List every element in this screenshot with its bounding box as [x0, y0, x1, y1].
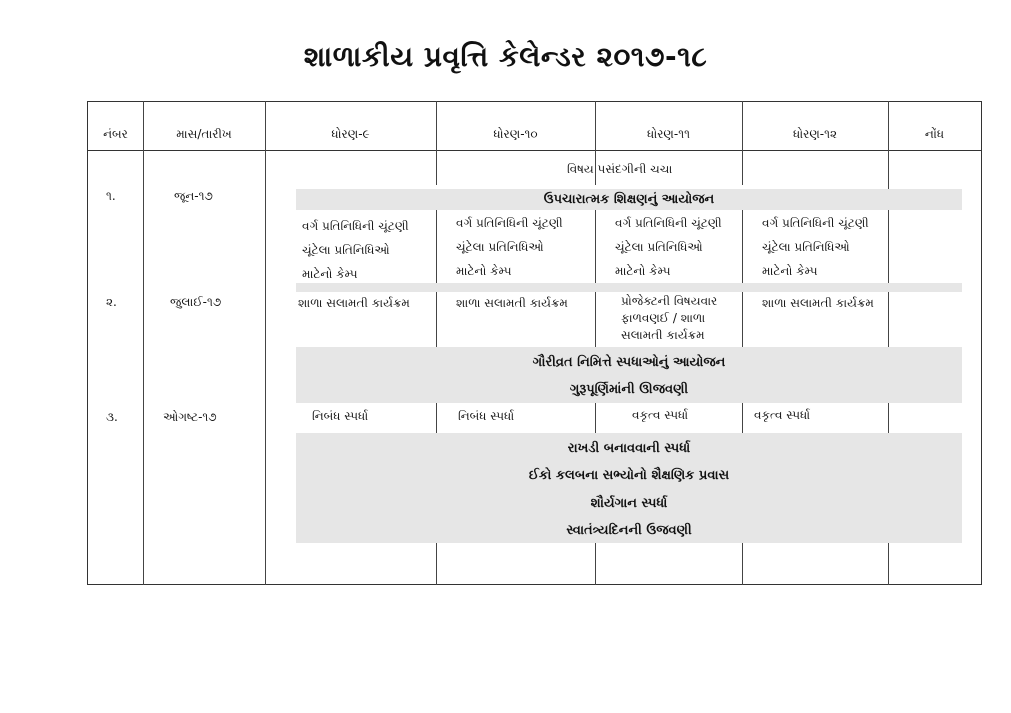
- header-std11: ધોરણ-૧૧: [647, 127, 690, 141]
- june-camp: માટેનો કેમ્પ: [615, 264, 671, 278]
- col-divider: [436, 101, 437, 185]
- col-divider: [888, 210, 889, 283]
- august-essay-std10: નિબંધ સ્પર્ધા: [458, 409, 515, 423]
- col-divider: [595, 543, 596, 585]
- june-camp: માટેનો કેમ્પ: [456, 264, 512, 278]
- august-shaurya: શૌર્યગાન સ્પર્ધા: [590, 496, 668, 511]
- june-election: વર્ગ પ્રતિનિધિની ચૂંટણી: [762, 216, 869, 230]
- row-month: જુલાઈ-૧૭: [170, 295, 222, 309]
- row-month: જૂન-૧૭: [174, 189, 213, 203]
- header-std9: ધોરણ-૯: [331, 127, 370, 141]
- col-divider: [595, 210, 596, 283]
- july-std11-line2: ફાળવણઈ / શાળા: [621, 311, 706, 325]
- june-camp: માટેનો કેમ્પ: [302, 267, 358, 281]
- col-divider: [742, 292, 743, 347]
- col-divider: [595, 292, 596, 347]
- july-std11-line1: પ્રોજેક્ટની વિષયવાર: [621, 294, 718, 308]
- col-divider: [742, 101, 743, 185]
- header-notes: નોંધ: [924, 127, 945, 141]
- august-gurupurnima: ગુરૂપૂર્ણિમાંની ઊજવણી: [569, 382, 689, 397]
- row-number: ૨.: [106, 295, 117, 309]
- july-safety-std12: શાળા સલામતી કાર્યક્રમ: [762, 296, 874, 310]
- col-divider: [436, 403, 437, 433]
- col-divider: [436, 292, 437, 347]
- august-rakhi: રાખડી બનાવવાની સ્પર્ધા: [567, 441, 691, 456]
- august-gauri-vrat: ગૌરીવ્રત નિમિત્તે સ્પધાઓનું આયોજન: [532, 355, 726, 370]
- august-essay-std9: નિબંધ સ્પર્ધા: [312, 409, 369, 423]
- july-safety-std10: શાળા સલામતી કાર્યક્રમ: [456, 296, 568, 310]
- june-elected: ચૂંટેલા પ્રતિનિધિઓ: [302, 243, 390, 257]
- row-number: ૧.: [106, 189, 116, 203]
- header-number: નંબર: [103, 127, 128, 141]
- august-speech-std11: વકૃત્વ સ્પર્ધા: [632, 408, 689, 422]
- col-divider: [742, 543, 743, 585]
- june-election: વર્ગ પ્રતિનિધિની ચૂંટણી: [615, 216, 722, 230]
- col-divider: [888, 292, 889, 347]
- july-std11-line3: સલામતી કાર્યક્રમ: [621, 328, 705, 342]
- row-number: ૩.: [106, 410, 118, 424]
- col-divider: [888, 101, 889, 189]
- col-divider: [888, 403, 889, 433]
- august-eco-club: ઈકો કલબના સભ્યોનો શૈક્ષણિક પ્રવાસ: [528, 468, 730, 483]
- august-independence: સ્વાતંત્ર્યદિનની ઉજવણી: [566, 523, 692, 538]
- june-election: વર્ગ પ્રતિનિધિની ચૂંટણી: [302, 219, 409, 233]
- header-std10: ધોરણ-૧૦: [493, 127, 538, 141]
- august-speech-std12: વકૃત્વ સ્પર્ધા: [754, 408, 811, 422]
- header-std12: ધોરણ-૧૨: [792, 127, 838, 141]
- june-camp: માટેનો કેમ્પ: [762, 264, 818, 278]
- june-elected: ચૂંટેલા પ્રતિનિધિઓ: [615, 240, 703, 254]
- col-divider: [265, 101, 266, 585]
- page-title: શાળાકીય પ્રવૃત્તિ કેલેન્ડર ૨૦૧૭-૧૮: [303, 40, 708, 73]
- col-divider: [742, 403, 743, 433]
- col-divider: [888, 543, 889, 585]
- band-june-end: [296, 283, 962, 292]
- col-divider: [742, 210, 743, 283]
- june-elected: ચૂંટેલા પ્રતિનિધિઓ: [456, 240, 544, 254]
- row-month: ઓગષ્ટ-૧૭: [163, 410, 217, 424]
- july-safety-std9: શાળા સલામતી કાર્યક્રમ: [298, 296, 410, 310]
- june-subject-discussion: વિષય પસંદગીની ચચા: [567, 162, 673, 176]
- header-divider: [87, 150, 982, 151]
- col-divider: [595, 403, 596, 433]
- june-remedial-teaching: ઉપચારાત્મક શિક્ષણનું આયોજન: [543, 192, 715, 207]
- col-divider: [436, 543, 437, 585]
- col-divider: [143, 101, 144, 585]
- june-election: વર્ગ પ્રતિનિધિની ચૂંટણી: [456, 216, 563, 230]
- june-elected: ચૂંટેલા પ્રતિનિધિઓ: [762, 240, 850, 254]
- header-month: માસ/તારીખ: [176, 127, 232, 141]
- col-divider: [436, 210, 437, 283]
